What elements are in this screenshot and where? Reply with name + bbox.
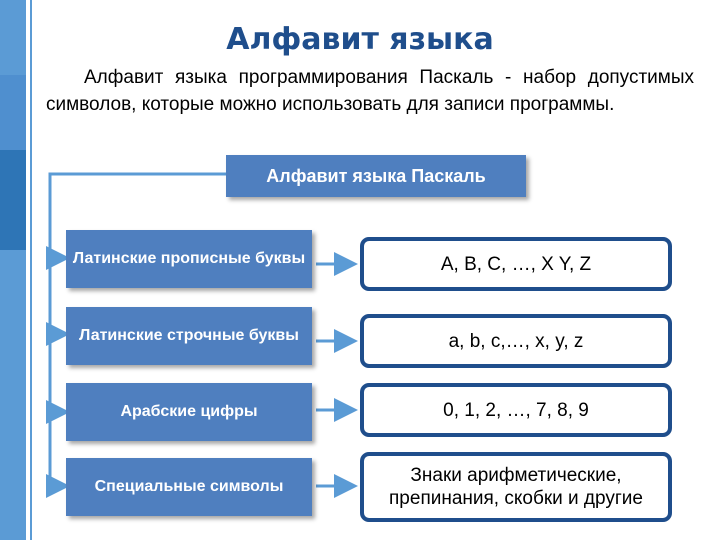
category-arabic-digits: Арабские цифры: [66, 383, 312, 441]
value-uppercase-latin: A, B, C, …, X Y, Z: [360, 237, 672, 291]
value-special-symbols: Знаки арифметические, препинания, скобки и другие: [360, 452, 672, 522]
category-special-symbols: Специальные символы: [66, 458, 312, 516]
category-uppercase-latin: Латинские прописные буквы: [66, 230, 312, 288]
value-lowercase-latin: a, b, c,…, x, y, z: [360, 314, 672, 368]
category-lowercase-latin: Латинские строчные буквы: [66, 307, 312, 365]
slide-title: Алфавит языка: [226, 22, 494, 57]
intro-text: Алфавит языка программирования Паскаль - набор допустимых символов, которые можно использовать для записи программы.: [46, 67, 694, 115]
value-arabic-digits: 0, 1, 2, …, 7, 8, 9: [360, 383, 672, 437]
pascal-alphabet-header: Алфавит языка Паскаль: [226, 155, 526, 197]
